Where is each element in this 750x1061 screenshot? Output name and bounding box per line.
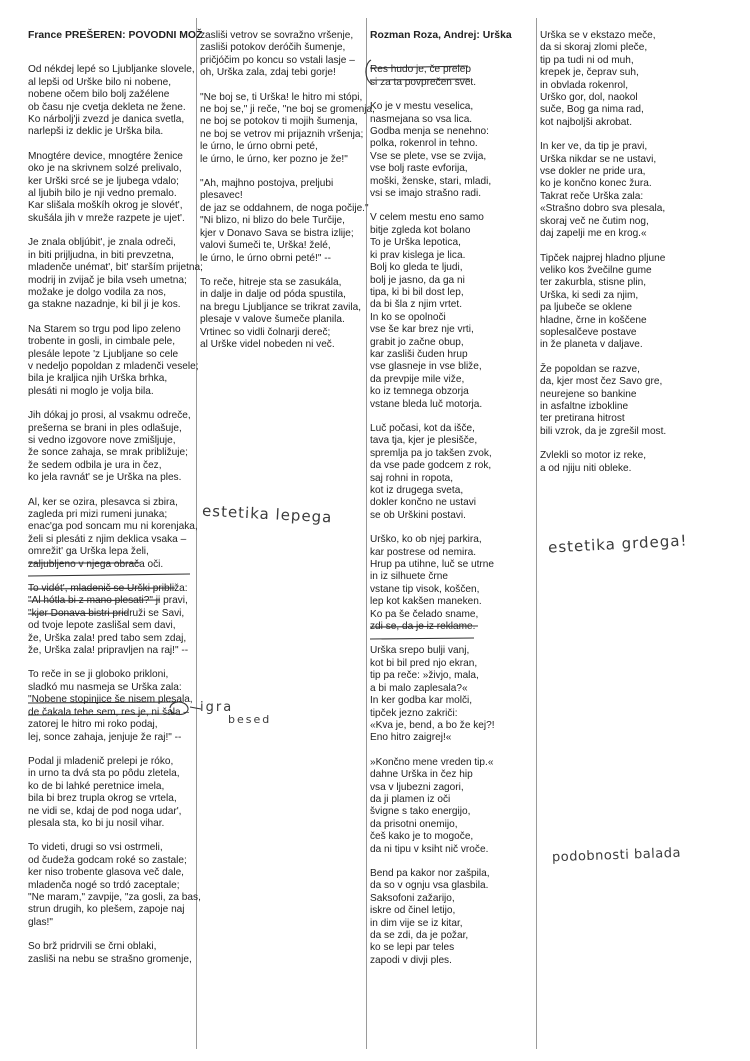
poem-line: kar zasliši čuden hrup bbox=[370, 348, 468, 360]
poem-line: od čudeža godcam roké so zastale; bbox=[28, 854, 187, 866]
poem-line: mladenče unémat', bit' starším prijetna; bbox=[28, 262, 203, 274]
stanza bbox=[28, 756, 203, 830]
poem-line: si vedno izgovore nove zmišljuje, bbox=[28, 434, 176, 446]
poem-line: da so v ognju vsa glasbila. bbox=[370, 880, 489, 892]
column-preseren-continued bbox=[200, 30, 375, 363]
poem-line: lej, sonce zahaja, jenjuje že raj!" -- bbox=[28, 731, 182, 743]
poem-line: "Ne maram," zavpije, "za gosli, za bas, bbox=[28, 891, 201, 903]
poem-line: Al, ker se ozira, plesavca si zbira, bbox=[28, 496, 178, 508]
poem-line: in urno ta dvá sta po pôdu zletela, bbox=[28, 768, 180, 780]
poem-line: možake je dolgo vodila za nos, bbox=[28, 286, 167, 298]
poem-line: modrij in zvijač je bila vseh umetna; bbox=[28, 274, 187, 286]
poem-line: a bi malo zaplesala?« bbox=[370, 682, 468, 694]
poem-line: Vrtinec so vidli čolnarji dereč; bbox=[200, 326, 331, 338]
poem-line: al ljubih bilo je nji vedno premalo. bbox=[28, 188, 177, 200]
poem-line: vsi se imajo strašno radi. bbox=[370, 188, 482, 200]
stanza bbox=[200, 30, 375, 80]
poem-line: enac'ga pod soncam mu ni korenjaka, bbox=[28, 521, 198, 533]
stanza bbox=[540, 30, 666, 129]
stanza bbox=[540, 141, 666, 240]
poem-line: kar postrese od nemira. bbox=[370, 546, 477, 558]
poem-line: vstane tip visok, koščen, bbox=[370, 583, 480, 595]
poem-line: bila je kraljica njih Urška brhka, bbox=[28, 373, 168, 385]
poem-line: Zvlekli so motor iz reke, bbox=[540, 450, 647, 462]
stanza bbox=[370, 101, 512, 200]
poem-line: zaljubljeno v njega obrača oči. bbox=[28, 558, 164, 570]
poem-line: pričjóčim po koncu so vstali lasje – bbox=[200, 54, 355, 66]
poem-line: ker niso trobente glasova več dale, bbox=[28, 867, 184, 879]
poem-line: in biti prijljudna, in biti prevzetna, bbox=[28, 249, 174, 261]
stanza bbox=[28, 324, 203, 398]
poem-line: kot iz drugega sveta, bbox=[370, 485, 464, 496]
poem-line: Urška nikdar se ne ustavi, bbox=[540, 153, 657, 165]
poem-line: že, Urška zala! pripravljen na raj!" -- bbox=[28, 645, 189, 657]
column-rozman-continued bbox=[540, 30, 666, 487]
poem-line: zasliši potokov deróčih šumenje, bbox=[200, 42, 346, 54]
column-rozman bbox=[370, 30, 512, 979]
poem-title-rozman: Rozman Roza, Andrej: Urška bbox=[370, 30, 512, 41]
poem-line: zapodi v divji ples. bbox=[370, 954, 452, 966]
poem-line: ne boj se," ji reče, "ne boj se gromenja, bbox=[200, 104, 375, 116]
poem-line: Ko pa še čelado sname, bbox=[370, 608, 479, 620]
poem-line: ko iz temnega obzorja bbox=[370, 386, 469, 398]
stanza bbox=[370, 534, 512, 633]
handwritten-note-estetika-lepega: estetika lepega bbox=[201, 501, 333, 527]
poem-line: nasmejana so vsa lica. bbox=[370, 113, 473, 125]
poem-line: bolj je jasno, da ga ni bbox=[370, 274, 465, 286]
poem-line: "Al hótla bi z mano plesati?" ji pravi, bbox=[28, 595, 188, 607]
poem-line: ko jela ravnát' se je Urška na ples. bbox=[28, 472, 182, 484]
poem-line: Luč počasi, kot da išče, bbox=[370, 422, 475, 434]
column-divider bbox=[536, 18, 537, 1049]
poem-line: neurejene so bankine bbox=[540, 388, 637, 400]
poem-line: In ker godba kar molči, bbox=[370, 695, 473, 707]
poem-line: al lepši od Urške bilo ni nobene, bbox=[28, 76, 172, 88]
poem-line: si za ta povprečen svet. bbox=[370, 76, 477, 88]
poem-line: To je Urška lepotica, bbox=[370, 237, 461, 249]
stanza bbox=[28, 410, 203, 484]
poem-line: vstane bleda luč motorja. bbox=[370, 398, 483, 410]
poem-line: od tvoje lepote zaslišal sem davi, bbox=[28, 620, 176, 632]
poem-line: da, kjer most čez Savo gre, bbox=[540, 376, 663, 388]
poem-line: tipa, ki bi bil dost lep, bbox=[370, 286, 464, 298]
poem-line: strun drugih, ko plešem, zapoje naj bbox=[28, 904, 185, 916]
poem-line: kot najboljši akrobat. bbox=[540, 116, 633, 128]
poem-line: So brž pridrvili se črni oblaki, bbox=[28, 941, 157, 953]
poem-line: "Ne boj se, ti Urška! le hitro mi stópi, bbox=[200, 91, 363, 103]
poem-line: Takrat reče Urška zala: bbox=[540, 190, 644, 202]
poem-line: al Urške videl nobeden ni več. bbox=[200, 338, 335, 350]
poem-line: Bend pa kakor nor zašpila, bbox=[370, 867, 490, 879]
poem-line: skoraj več ne čutim nog, bbox=[540, 215, 649, 227]
poem-line: "Nobene stopinjice še nisem plesala, bbox=[28, 694, 193, 706]
poem-line: Že popoldan se razve, bbox=[540, 363, 640, 375]
poem-line: plesále lepote 'z Ljubljane so cele bbox=[28, 348, 179, 360]
poem-line: veliko kos žvečilne gume bbox=[540, 264, 652, 276]
handwritten-note-estetika-grdega: estetika grdega! bbox=[547, 531, 688, 557]
poem-line: grabit jo začne obup, bbox=[370, 336, 464, 348]
poem-line: ne vidi se, kdaj de pod noga udar', bbox=[28, 805, 182, 817]
poem-line: oh, Urška zala, zdaj tebi gorje! bbox=[200, 67, 336, 79]
stanza bbox=[370, 645, 512, 744]
poem-line: valovi šumeči te, Urška! želé, bbox=[200, 240, 331, 252]
stanza bbox=[200, 277, 375, 351]
poem-line: pa ljubeče se oklene bbox=[540, 302, 633, 314]
handwritten-note-besed: besed bbox=[228, 713, 272, 726]
poem-line: da ni tipu v ksiht nič vroče. bbox=[370, 843, 489, 855]
poem-line: želi si plesáti z njim deklica vsaka – bbox=[28, 533, 187, 545]
poem-line: da ji plamen iz oči bbox=[370, 793, 451, 805]
poem-line: že sonce zahaja, se mrak približuje; bbox=[28, 447, 188, 459]
stanza bbox=[28, 151, 203, 225]
poem-line: že, Urška zala! pred tabo sem zdaj, bbox=[28, 632, 187, 644]
poem-line: «Kva je, bend, a bo že kej?! bbox=[370, 719, 495, 731]
poem-line: Urško, ko ob njej parkira, bbox=[370, 534, 482, 546]
poem-line: dokler končno ne ustavi bbox=[370, 497, 477, 509]
poem-line: Urško gor, dol, naokol bbox=[540, 92, 638, 104]
poem-line: vse dokler ne pride ura, bbox=[540, 166, 646, 178]
stanza bbox=[200, 92, 375, 166]
poem-line: tip pa reče: »živjo, mala, bbox=[370, 670, 479, 682]
poem-line: V celem mestu eno samo bbox=[370, 212, 484, 224]
poem-line: v nedeljo popoldan z mladenči vesele; bbox=[28, 360, 199, 372]
poem-line: le úrno, le úrno obrni peté!" -- bbox=[200, 252, 331, 264]
poem-line: sladkó mu nasmeja se Urška zala: bbox=[28, 681, 182, 693]
stanza bbox=[28, 941, 203, 966]
poem-line: plesáti ni moglo je volja bila. bbox=[28, 385, 154, 397]
poem-line: plesavec! bbox=[200, 190, 243, 202]
poem-line: plesaje v valove šumeče planila. bbox=[200, 314, 345, 326]
stanza bbox=[370, 64, 512, 89]
poem-line: ga stakne nazadnje, ki bil ji je kos. bbox=[28, 299, 181, 311]
poem-line: ko de bi lahké peretnice imela, bbox=[28, 780, 165, 792]
poem-line: zatorej le hitro mi roko podaj, bbox=[28, 719, 158, 731]
poem-line: Res hudo je, če prelep bbox=[370, 64, 472, 76]
poem-line: prešerna se brani in ples odlašuje, bbox=[28, 422, 182, 434]
stanza bbox=[28, 237, 203, 311]
poem-line: bila bi brez trupla okrog se vrtela, bbox=[28, 793, 177, 805]
poem-line: zasliši na nebu se strašno gromenje, bbox=[28, 953, 192, 965]
poem-line: iskre od činel letijo, bbox=[370, 905, 456, 917]
poem-line: In ko se opolnoči bbox=[370, 311, 446, 323]
poem-line: glas!" bbox=[28, 916, 53, 928]
stanza bbox=[28, 497, 203, 571]
poem-line: daj zapelji me en krog.« bbox=[540, 228, 647, 240]
poem-line: da vse pade godcem z rok, bbox=[370, 460, 492, 472]
poem-line: češ kako je to mogoče, bbox=[370, 831, 474, 843]
poem-line: Vse se plete, vse se zvija, bbox=[370, 150, 487, 162]
poem-line: Urška srepo bulji vanj, bbox=[370, 645, 470, 657]
poem-line: da prevpije mile viže, bbox=[370, 373, 465, 385]
poem-line: Saksofoni zažarijo, bbox=[370, 892, 455, 904]
poem-line: Jih dókaj jo prosi, al vsakmu odreče, bbox=[28, 410, 191, 422]
stanza bbox=[28, 64, 203, 138]
stanza bbox=[200, 178, 375, 265]
poem-line: Urška se v ekstazo meče, bbox=[540, 30, 656, 41]
poem-line: in iz silhuete črne bbox=[370, 571, 448, 583]
poem-line: Eno hitro zaigrej!« bbox=[370, 732, 452, 744]
poem-line: vse bolj raste evforija, bbox=[370, 163, 468, 175]
poem-line: dahne Urška in čez hip bbox=[370, 769, 473, 781]
poem-line: švigne s tako energijo, bbox=[370, 806, 471, 818]
poem-line: de jaz se oddahnem, de noga počije." bbox=[200, 202, 369, 214]
stanza bbox=[28, 669, 203, 743]
poem-line: le úrno, le úrno obrni peté, bbox=[200, 141, 318, 153]
poem-line: krepek je, čeprav suh, bbox=[540, 67, 639, 79]
poem-line: ki prav kislega je lica. bbox=[370, 249, 466, 261]
poem-line: in že planeta v daljave. bbox=[540, 339, 643, 351]
poem-line: plesala sta, ko bi ju nosil vihar. bbox=[28, 817, 165, 829]
poem-line: oko je na skrivnem solzé prelivalo, bbox=[28, 163, 182, 175]
poem-line: da bi šla z njim vrtet. bbox=[370, 299, 462, 311]
poem-line: «Strašno dobro sva plesala, bbox=[540, 203, 666, 215]
poem-line: da si skoraj zlomi pleče, bbox=[540, 42, 648, 54]
poem-line: zdi se, da je iz reklame. bbox=[370, 621, 476, 633]
poem-line: Kar slišala moškíh okrog je slovét', bbox=[28, 200, 183, 212]
poem-line: ko je končno konec žura. bbox=[540, 178, 652, 190]
poem-line: Hrup pa utihne, luč se utrne bbox=[370, 559, 495, 571]
poem-line: moški, ženske, stari, mladi, bbox=[370, 175, 492, 187]
poem-line: le úrno, le úrno, ker pozno je že!" bbox=[200, 153, 348, 165]
poem-line: Tipček najprej hladno pljune bbox=[540, 252, 666, 264]
poem-line: ter pretirana hitrost bbox=[540, 413, 625, 425]
stanza bbox=[28, 842, 203, 929]
stanza bbox=[540, 253, 666, 352]
stanza bbox=[370, 757, 512, 856]
poem-line: To reče, hitreje sta se zasukála, bbox=[200, 276, 342, 288]
poem-line: ker Urški srcé se je ljubega vdalo; bbox=[28, 175, 179, 187]
poem-line: spremlja pa jo takšen zvok, bbox=[370, 447, 492, 459]
poem-line: Ko je v mestu veselica, bbox=[370, 101, 474, 113]
poem-title-preseren: France PREŠEREN: POVODNI MOŽ bbox=[28, 30, 203, 41]
poem-line: Bolj ko gleda te ljudi, bbox=[370, 262, 463, 274]
poem-line: Urška, ki sedi za njim, bbox=[540, 289, 639, 301]
poem-line: trobente in gosli, in cimbale pele, bbox=[28, 336, 176, 348]
poem-line: in dim vije se iz kitar, bbox=[370, 917, 463, 929]
poem-line: mladenča nogé so trdó zaceptale; bbox=[28, 879, 180, 891]
poem-line: hladne, črne in koščene bbox=[540, 314, 647, 326]
stanza bbox=[28, 583, 203, 657]
poem-line: lep kot kakšen maneken. bbox=[370, 596, 482, 608]
poem-line: in dalje in dalje od póda spustila, bbox=[200, 289, 346, 301]
poem-line: Ko nárbolj'ji zvezd je danica svetla, bbox=[28, 114, 185, 126]
poem-line: Godba menja se nenehno: bbox=[370, 126, 489, 138]
stanza bbox=[370, 423, 512, 522]
poem-line: in obvlada rokenrol, bbox=[540, 79, 629, 91]
poem-line: ob času nje cvetja dekleta ne žene. bbox=[28, 101, 186, 113]
handwritten-note-podobnosti-balada: podobnosti balada bbox=[551, 845, 682, 866]
poem-line: in asfaltne izboklіne bbox=[540, 400, 629, 412]
poem-line: Na Starem so trgu pod lipo zeleno bbox=[28, 323, 181, 335]
poem-line: tava tja, kjer je plesišče, bbox=[370, 435, 478, 447]
poem-line: omrežit' ga Urška lepa želi, bbox=[28, 546, 149, 558]
poem-line: Podal ji mladenič prelepi je róko, bbox=[28, 755, 174, 767]
stanza bbox=[370, 212, 512, 411]
poem-line: da prisotni onemijo, bbox=[370, 818, 458, 830]
poem-line: "Ni blizo, ni blizo do bele Turčije, bbox=[200, 215, 345, 227]
poem-line: bili vzrok, da je zgrešil most. bbox=[540, 425, 667, 437]
poem-line: zagleda pri mizi rumeni junaka; bbox=[28, 509, 168, 520]
column-preseren bbox=[28, 30, 203, 978]
poem-line: tip pa tudi ni od muh, bbox=[540, 54, 634, 66]
poem-line: vsa v ljubezni zagori, bbox=[370, 781, 464, 793]
poem-line: da se zdi, da je požar, bbox=[370, 930, 469, 941]
poem-line: To reče in se ji globoko prikloni, bbox=[28, 669, 169, 681]
poem-line: suče, Bog ga nima rad, bbox=[540, 104, 644, 116]
handwritten-note-igra: igra bbox=[200, 700, 234, 715]
poem-line: Je znala oblјúbit', je znala odreči, bbox=[28, 237, 176, 249]
poem-line: se ob Urškini postavi. bbox=[370, 509, 466, 521]
poem-line: Od nékdej lepé so Ljubljanke slovele, bbox=[28, 64, 195, 76]
poem-line: na bregu Ljubljance se trikrat zavila, bbox=[200, 301, 362, 313]
poem-line: ne boj se potokov ti mojih šumenja, bbox=[200, 116, 358, 128]
poem-line: ter zakurbla, stisne plin, bbox=[540, 277, 647, 289]
stanza bbox=[540, 450, 666, 475]
poem-line: "kjer Donava bistri pridruži se Savi, bbox=[28, 607, 185, 619]
poem-line: Mnogtére device, mnogtére ženice bbox=[28, 150, 183, 162]
poem-line: tipček jezno zakriči: bbox=[370, 707, 458, 719]
poem-line: kot bi bil pred njo ekran, bbox=[370, 657, 478, 669]
poem-line: nobene očem bilo bolj zažélene bbox=[28, 89, 170, 101]
poem-line: saj rohni in ropota, bbox=[370, 472, 454, 484]
poem-line: vse še kar brez nje vrti, bbox=[370, 324, 474, 336]
stanza bbox=[370, 868, 512, 967]
poem-line: kjer v Donavo Sava se bistra izlije; bbox=[200, 227, 354, 239]
poem-line: zasliši vetrov se sovražno vršenje, bbox=[200, 30, 354, 41]
poem-line: ne boj se vetrov mi prijaznih vršenja; bbox=[200, 128, 364, 140]
poem-line: bitje zgleda kot bolano bbox=[370, 224, 471, 236]
poem-line: soplesalčeve postave bbox=[540, 326, 637, 338]
poem-line: To videti, drugi so vsi ostrmeli, bbox=[28, 842, 163, 854]
poem-line: In ker ve, da tip je pravi, bbox=[540, 141, 648, 153]
poem-line: narlepši iz deklic je Urška bila. bbox=[28, 126, 164, 138]
poem-line: vse glasneje in vse bliže, bbox=[370, 361, 482, 373]
poem-line: To vidét', mladenič se Urški približa: bbox=[28, 583, 188, 595]
poem-line: »Končno mene vreden tip.« bbox=[370, 756, 494, 768]
poem-line: ko se lepi par teles bbox=[370, 942, 455, 954]
poem-line: de čakala tebe sem, res je, ni šala – bbox=[28, 706, 190, 718]
poem-line: že sedem odbila je ura in čez, bbox=[28, 459, 162, 471]
poem-line: a od njiju niti obleke. bbox=[540, 462, 632, 474]
poem-line: skušála jih v mreže razpete je ujet'. bbox=[28, 212, 185, 224]
poem-line: "Ah, majhno postojva, prelјubi bbox=[200, 178, 334, 190]
stanza bbox=[540, 364, 666, 438]
poem-line: polka, rokenrol in tehno. bbox=[370, 138, 478, 150]
